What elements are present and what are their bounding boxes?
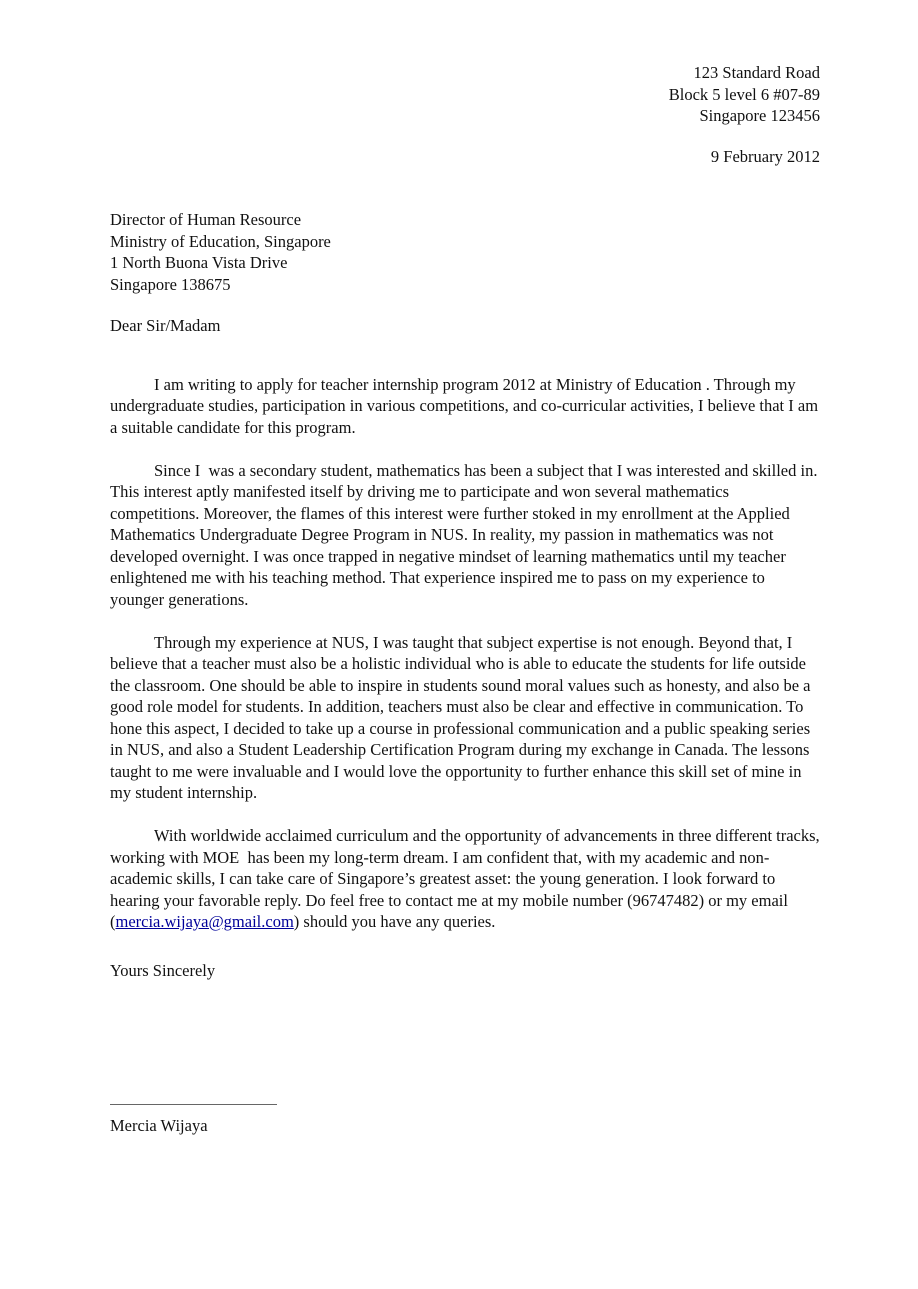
recipient-address-line: Ministry of Education, Singapore: [110, 231, 331, 251]
signature-block: [110, 1104, 820, 1137]
recipient-address-line: Singapore 138675: [110, 274, 231, 294]
paragraph-text: With worldwide acclaimed curriculum and the opportunity of advancements in three different tracks, working with MOE has been my long-term dream. I am confident that, with my academic and non-academic skills, I can take care of Singapore’s greatest asset: the young generation. I look forward to hearing your favorable reply. Do feel free to contact me at my mobile number (96747482) or my email (: [110, 826, 824, 931]
body-paragraph: Through my experience at NUS, I was taught that subject expertise is not enough. Beyond that, I believe that a teacher must also be a holistic individual who is able to educate the students for life outside the classroom. One should be able to inspire in students sound moral values such as honesty, and also be a good role model for students. In addition, teachers must also be clear and effective in communication. To hone this aspect, I decided to take up a course in professional communication and a public speaking series in NUS, and also a Student Leadership Certification Program during my exchange in Canada. The lessons taught to me were invaluable and I would love the opportunity to further enhance this skill set of mine in my student internship.: [110, 632, 815, 802]
paragraph-text: ) should you have any queries.: [293, 912, 496, 931]
sender-address-line: Singapore 123456: [699, 106, 820, 125]
recipient-address-line: Director of Human Resource: [110, 210, 302, 229]
body-paragraph: Since I was a secondary student, mathematics has been a subject that I was interested and skilled in. This interest aptly manifested itself by driving me to participate and won several mathematics competitions. Moreover, the flames of this interest were further stoked in my enrollment at the Applied Mathematics Undergraduate Degree Program in NUS. In reality, my passion in mathematics was not developed overnight. I was once trapped in negative mindset of learning mathematics until my teacher enlightened me with his teaching method. That experience inspired me to pass on my experience to younger generations.: [110, 460, 822, 609]
closing-line: Yours Sincerely: [110, 960, 216, 980]
signature-name: Mercia Wijaya: [110, 1116, 208, 1135]
body-paragraph: I am writing to apply for teacher internship program 2012 at Ministry of Education . Through my undergraduate studies, participation in various competitions, and co-curricular activities, I believe that I am a suitable candidate for this program.: [110, 374, 823, 437]
email-link[interactable]: mercia.wijaya@gmail.com: [115, 912, 294, 931]
sender-address-line: 123 Standard Road: [693, 63, 820, 82]
body-paragraph: [110, 825, 824, 933]
letter-body: [110, 374, 824, 933]
letter-date: 9 February 2012: [710, 146, 820, 166]
recipient-address-block: [110, 209, 820, 295]
salutation: Dear Sir/Madam: [110, 316, 221, 335]
sender-address-block: [110, 62, 820, 127]
signature-rule: [110, 1104, 277, 1105]
recipient-address-line: 1 North Buona Vista Drive: [110, 253, 288, 272]
sender-address-line: Block 5 level 6 #07-89: [668, 84, 820, 104]
